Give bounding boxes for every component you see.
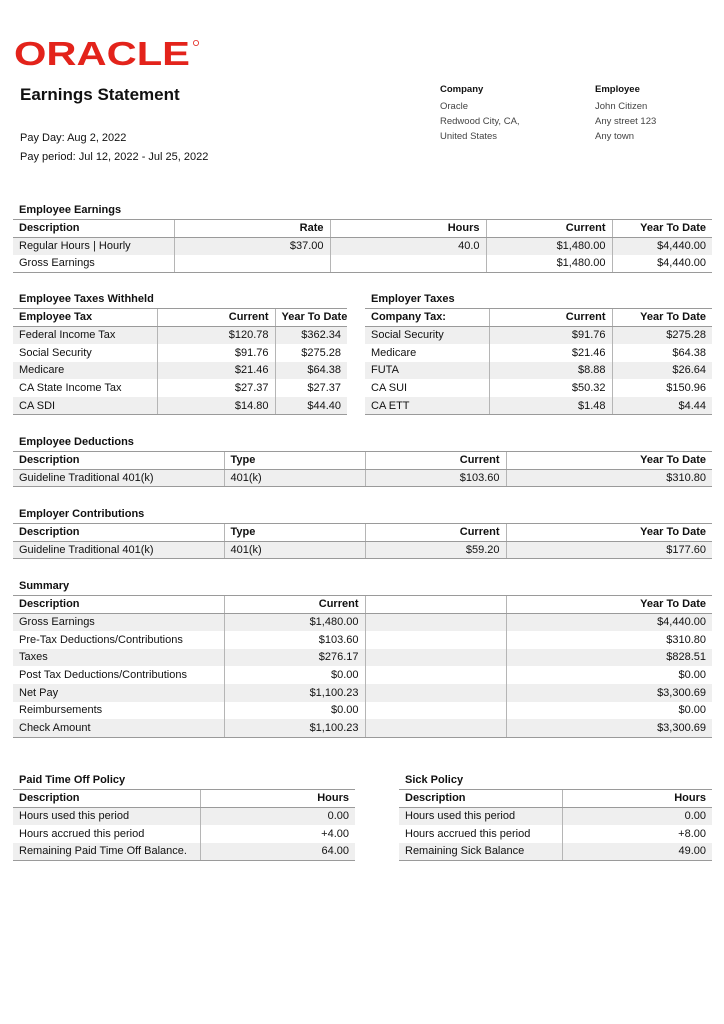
- column-header: Employee Tax: [13, 309, 157, 327]
- table-row: [13, 702, 712, 720]
- table-cell: Reimbursements: [19, 704, 103, 717]
- table-cell: $14.80: [157, 397, 275, 415]
- table-row: [13, 255, 712, 273]
- table-cell: Taxes: [13, 649, 224, 667]
- employee-info: [595, 82, 715, 144]
- table-row: [399, 807, 712, 825]
- employee-deductions-table: [13, 451, 712, 487]
- table-header-row: [13, 309, 347, 327]
- table-row: [13, 825, 355, 843]
- table-cell: Gross Earnings: [13, 255, 174, 273]
- table-header-row: [13, 790, 355, 808]
- table-row: [13, 719, 712, 737]
- table-row: [365, 397, 712, 415]
- employee-header: Employee: [595, 84, 640, 95]
- section-title: Employer Contributions: [19, 508, 145, 520]
- table-cell: [365, 666, 506, 684]
- table-cell: $310.80: [506, 631, 712, 649]
- table-cell: CA State Income Tax: [19, 382, 122, 395]
- table-header-row: [13, 596, 712, 614]
- table-cell: CA SDI: [13, 397, 157, 415]
- table-cell: +4.00: [200, 825, 355, 843]
- table-cell: $26.64: [612, 362, 712, 380]
- section-title: Summary: [19, 580, 70, 592]
- column-header: Description: [13, 790, 200, 808]
- table-cell: $1,480.00: [486, 237, 612, 255]
- sick-policy-section: [399, 773, 712, 861]
- column-header: Current: [486, 220, 612, 238]
- table-header-row: [365, 309, 712, 327]
- table-header-row: [13, 220, 712, 238]
- section-title: Employee Earnings: [19, 204, 122, 216]
- table-cell: $120.78: [157, 326, 275, 344]
- table-cell: Hours used this period: [399, 807, 562, 825]
- column-header: Rate: [174, 220, 330, 238]
- column-header: Type: [224, 452, 365, 470]
- table-cell: FUTA: [365, 362, 489, 380]
- table-row: [399, 825, 712, 843]
- employee-deductions-section: [13, 435, 712, 487]
- table-cell: Hours used this period: [13, 807, 200, 825]
- table-header-row: [13, 452, 712, 470]
- table-cell: 401(k): [224, 469, 365, 487]
- table-cell: Post Tax Deductions/Contributions: [19, 669, 187, 682]
- table-cell: Hours accrued this period: [19, 827, 145, 840]
- table-cell: 64.00: [200, 843, 355, 861]
- column-header: Description: [13, 596, 224, 614]
- section-title: Paid Time Off Policy: [19, 774, 126, 786]
- table-cell: Social Security: [365, 326, 489, 344]
- table-cell: $21.46: [157, 362, 275, 380]
- table-row: [13, 344, 347, 362]
- column-header: [365, 596, 506, 614]
- company-address-line2: United States: [440, 131, 498, 142]
- table-row: [13, 397, 347, 415]
- table-cell: $91.76: [157, 344, 275, 362]
- column-header: Hours: [200, 790, 355, 808]
- table-cell: $362.34: [275, 326, 347, 344]
- employee-earnings-section: [13, 203, 712, 273]
- table-cell: $21.46: [489, 344, 612, 362]
- table-cell: $276.17: [224, 649, 365, 667]
- column-header: Year To Date: [612, 309, 712, 327]
- table-cell: $0.00: [224, 666, 365, 684]
- table-row: [399, 843, 712, 861]
- table-cell: 40.0: [330, 237, 486, 255]
- table-cell: $1,480.00: [224, 613, 365, 631]
- table-cell: Medicare: [371, 346, 417, 359]
- employee-taxes-table: [13, 308, 347, 415]
- table-row: [13, 631, 712, 649]
- pto-policy-table: [13, 789, 355, 861]
- table-row: [365, 344, 712, 362]
- employee-address-line1: Any street 123: [595, 116, 657, 127]
- column-header: Description: [13, 452, 224, 470]
- column-header: Current: [157, 309, 275, 327]
- table-cell: [174, 255, 330, 273]
- table-cell: 401(k): [224, 541, 365, 559]
- table-cell: $27.37: [157, 379, 275, 397]
- table-row: [13, 541, 712, 559]
- table-row: [13, 237, 712, 255]
- column-header: Year To Date: [506, 524, 712, 542]
- table-row: [13, 326, 347, 344]
- table-cell: Social Security: [19, 346, 92, 359]
- employer-contributions-table: [13, 523, 712, 559]
- table-cell: $37.00: [174, 237, 330, 255]
- table-cell: [365, 649, 506, 667]
- table-cell: $91.76: [489, 326, 612, 344]
- employee-address-line2: Any town: [595, 131, 635, 142]
- table-row: [13, 843, 355, 861]
- table-header-row: [13, 524, 712, 542]
- table-cell: Check Amount: [13, 719, 224, 737]
- table-cell: $4,440.00: [612, 237, 712, 255]
- oracle-logo-text: ORACLE: [14, 38, 190, 68]
- table-cell: $275.28: [612, 326, 712, 344]
- table-cell: Guideline Traditional 401(k): [13, 541, 224, 559]
- table-cell: [365, 631, 506, 649]
- column-header: Type: [224, 524, 365, 542]
- table-cell: 49.00: [562, 843, 712, 861]
- table-cell: $1.48: [489, 397, 612, 415]
- table-cell: 0.00: [200, 807, 355, 825]
- employer-taxes-section: [365, 292, 712, 415]
- employer-taxes-table: [365, 308, 712, 415]
- column-header: Hours: [330, 220, 486, 238]
- table-cell: $275.28: [275, 344, 347, 362]
- section-title: Employee Deductions: [19, 436, 134, 448]
- table-cell: Federal Income Tax: [13, 326, 157, 344]
- table-row: [13, 379, 347, 397]
- table-cell: $0.00: [506, 702, 712, 720]
- column-header: Description: [13, 524, 224, 542]
- table-cell: Regular Hours | Hourly: [13, 237, 174, 255]
- table-row: [13, 684, 712, 702]
- column-header: Current: [224, 596, 365, 614]
- section-title: Sick Policy: [405, 774, 464, 786]
- oracle-logo: [14, 38, 200, 68]
- column-header: Current: [365, 524, 506, 542]
- table-cell: [365, 613, 506, 631]
- summary-section: [13, 579, 712, 738]
- pto-policy-section: [13, 773, 355, 861]
- column-header: Year To Date: [506, 452, 712, 470]
- table-cell: Medicare: [13, 362, 157, 380]
- table-cell: $103.60: [365, 469, 506, 487]
- table-cell: +8.00: [562, 825, 712, 843]
- table-cell: $177.60: [506, 541, 712, 559]
- table-cell: Remaining Paid Time Off Balance.: [13, 843, 200, 861]
- table-cell: $1,480.00: [486, 255, 612, 273]
- table-cell: Net Pay: [13, 684, 224, 702]
- table-cell: Gross Earnings: [13, 613, 224, 631]
- table-cell: $44.40: [275, 397, 347, 415]
- table-cell: $59.20: [365, 541, 506, 559]
- table-row: [13, 666, 712, 684]
- table-cell: $1,100.23: [224, 684, 365, 702]
- table-cell: $4.44: [612, 397, 712, 415]
- table-header-row: [399, 790, 712, 808]
- section-title: Employee Taxes Withheld: [19, 293, 154, 305]
- column-header: Year To Date: [612, 220, 712, 238]
- column-header: Company Tax:: [365, 309, 489, 327]
- table-cell: [330, 255, 486, 273]
- table-cell: $3,300.69: [506, 684, 712, 702]
- page-title: Earnings Statement: [20, 85, 180, 104]
- column-header: Current: [489, 309, 612, 327]
- column-header: Hours: [562, 790, 712, 808]
- column-header: Year To Date: [275, 309, 347, 327]
- pay-day: Pay Day: Aug 2, 2022: [20, 132, 127, 144]
- table-row: [13, 807, 355, 825]
- table-cell: Pre-Tax Deductions/Contributions: [19, 633, 183, 646]
- table-row: [13, 362, 347, 380]
- table-cell: $0.00: [506, 666, 712, 684]
- table-cell: $4,440.00: [612, 255, 712, 273]
- table-cell: [365, 719, 506, 737]
- table-cell: Guideline Traditional 401(k): [13, 469, 224, 487]
- employee-name: John Citizen: [595, 101, 648, 112]
- company-name: Oracle: [440, 101, 468, 112]
- table-cell: $1,100.23: [224, 719, 365, 737]
- table-cell: $150.96: [612, 379, 712, 397]
- table-cell: $27.37: [275, 379, 347, 397]
- table-row: [13, 613, 712, 631]
- employee-taxes-section: [13, 292, 347, 415]
- table-cell: $310.80: [506, 469, 712, 487]
- company-info: [440, 82, 560, 144]
- table-row: [365, 362, 712, 380]
- table-cell: $3,300.69: [506, 719, 712, 737]
- table-cell: CA SUI: [371, 382, 408, 395]
- table-cell: Remaining Sick Balance: [399, 843, 562, 861]
- table-row: [365, 379, 712, 397]
- table-row: [365, 326, 712, 344]
- column-header: Description: [399, 790, 562, 808]
- table-cell: $103.60: [224, 631, 365, 649]
- company-address-line1: Redwood City, CA,: [440, 116, 520, 127]
- table-cell: $8.88: [489, 362, 612, 380]
- table-cell: $4,440.00: [506, 613, 712, 631]
- sick-policy-table: [399, 789, 712, 861]
- table-row: [13, 649, 712, 667]
- table-cell: [365, 684, 506, 702]
- company-header: Company: [440, 84, 484, 95]
- table-cell: Hours accrued this period: [405, 827, 531, 840]
- table-cell: $64.38: [275, 362, 347, 380]
- table-cell: $0.00: [224, 702, 365, 720]
- column-header: Year To Date: [506, 596, 712, 614]
- table-cell: CA ETT: [365, 397, 489, 415]
- table-cell: $50.32: [489, 379, 612, 397]
- table-cell: [365, 702, 506, 720]
- column-header: Current: [365, 452, 506, 470]
- employee-earnings-table: [13, 219, 712, 273]
- column-header: Description: [13, 220, 174, 238]
- table-row: [13, 469, 712, 487]
- pay-period: Pay period: Jul 12, 2022 - Jul 25, 2022: [20, 151, 209, 163]
- table-cell: $64.38: [612, 344, 712, 362]
- table-cell: $828.51: [506, 649, 712, 667]
- section-title: Employer Taxes: [371, 293, 455, 305]
- employer-contributions-section: [13, 507, 712, 559]
- table-cell: 0.00: [562, 807, 712, 825]
- summary-table: [13, 595, 712, 738]
